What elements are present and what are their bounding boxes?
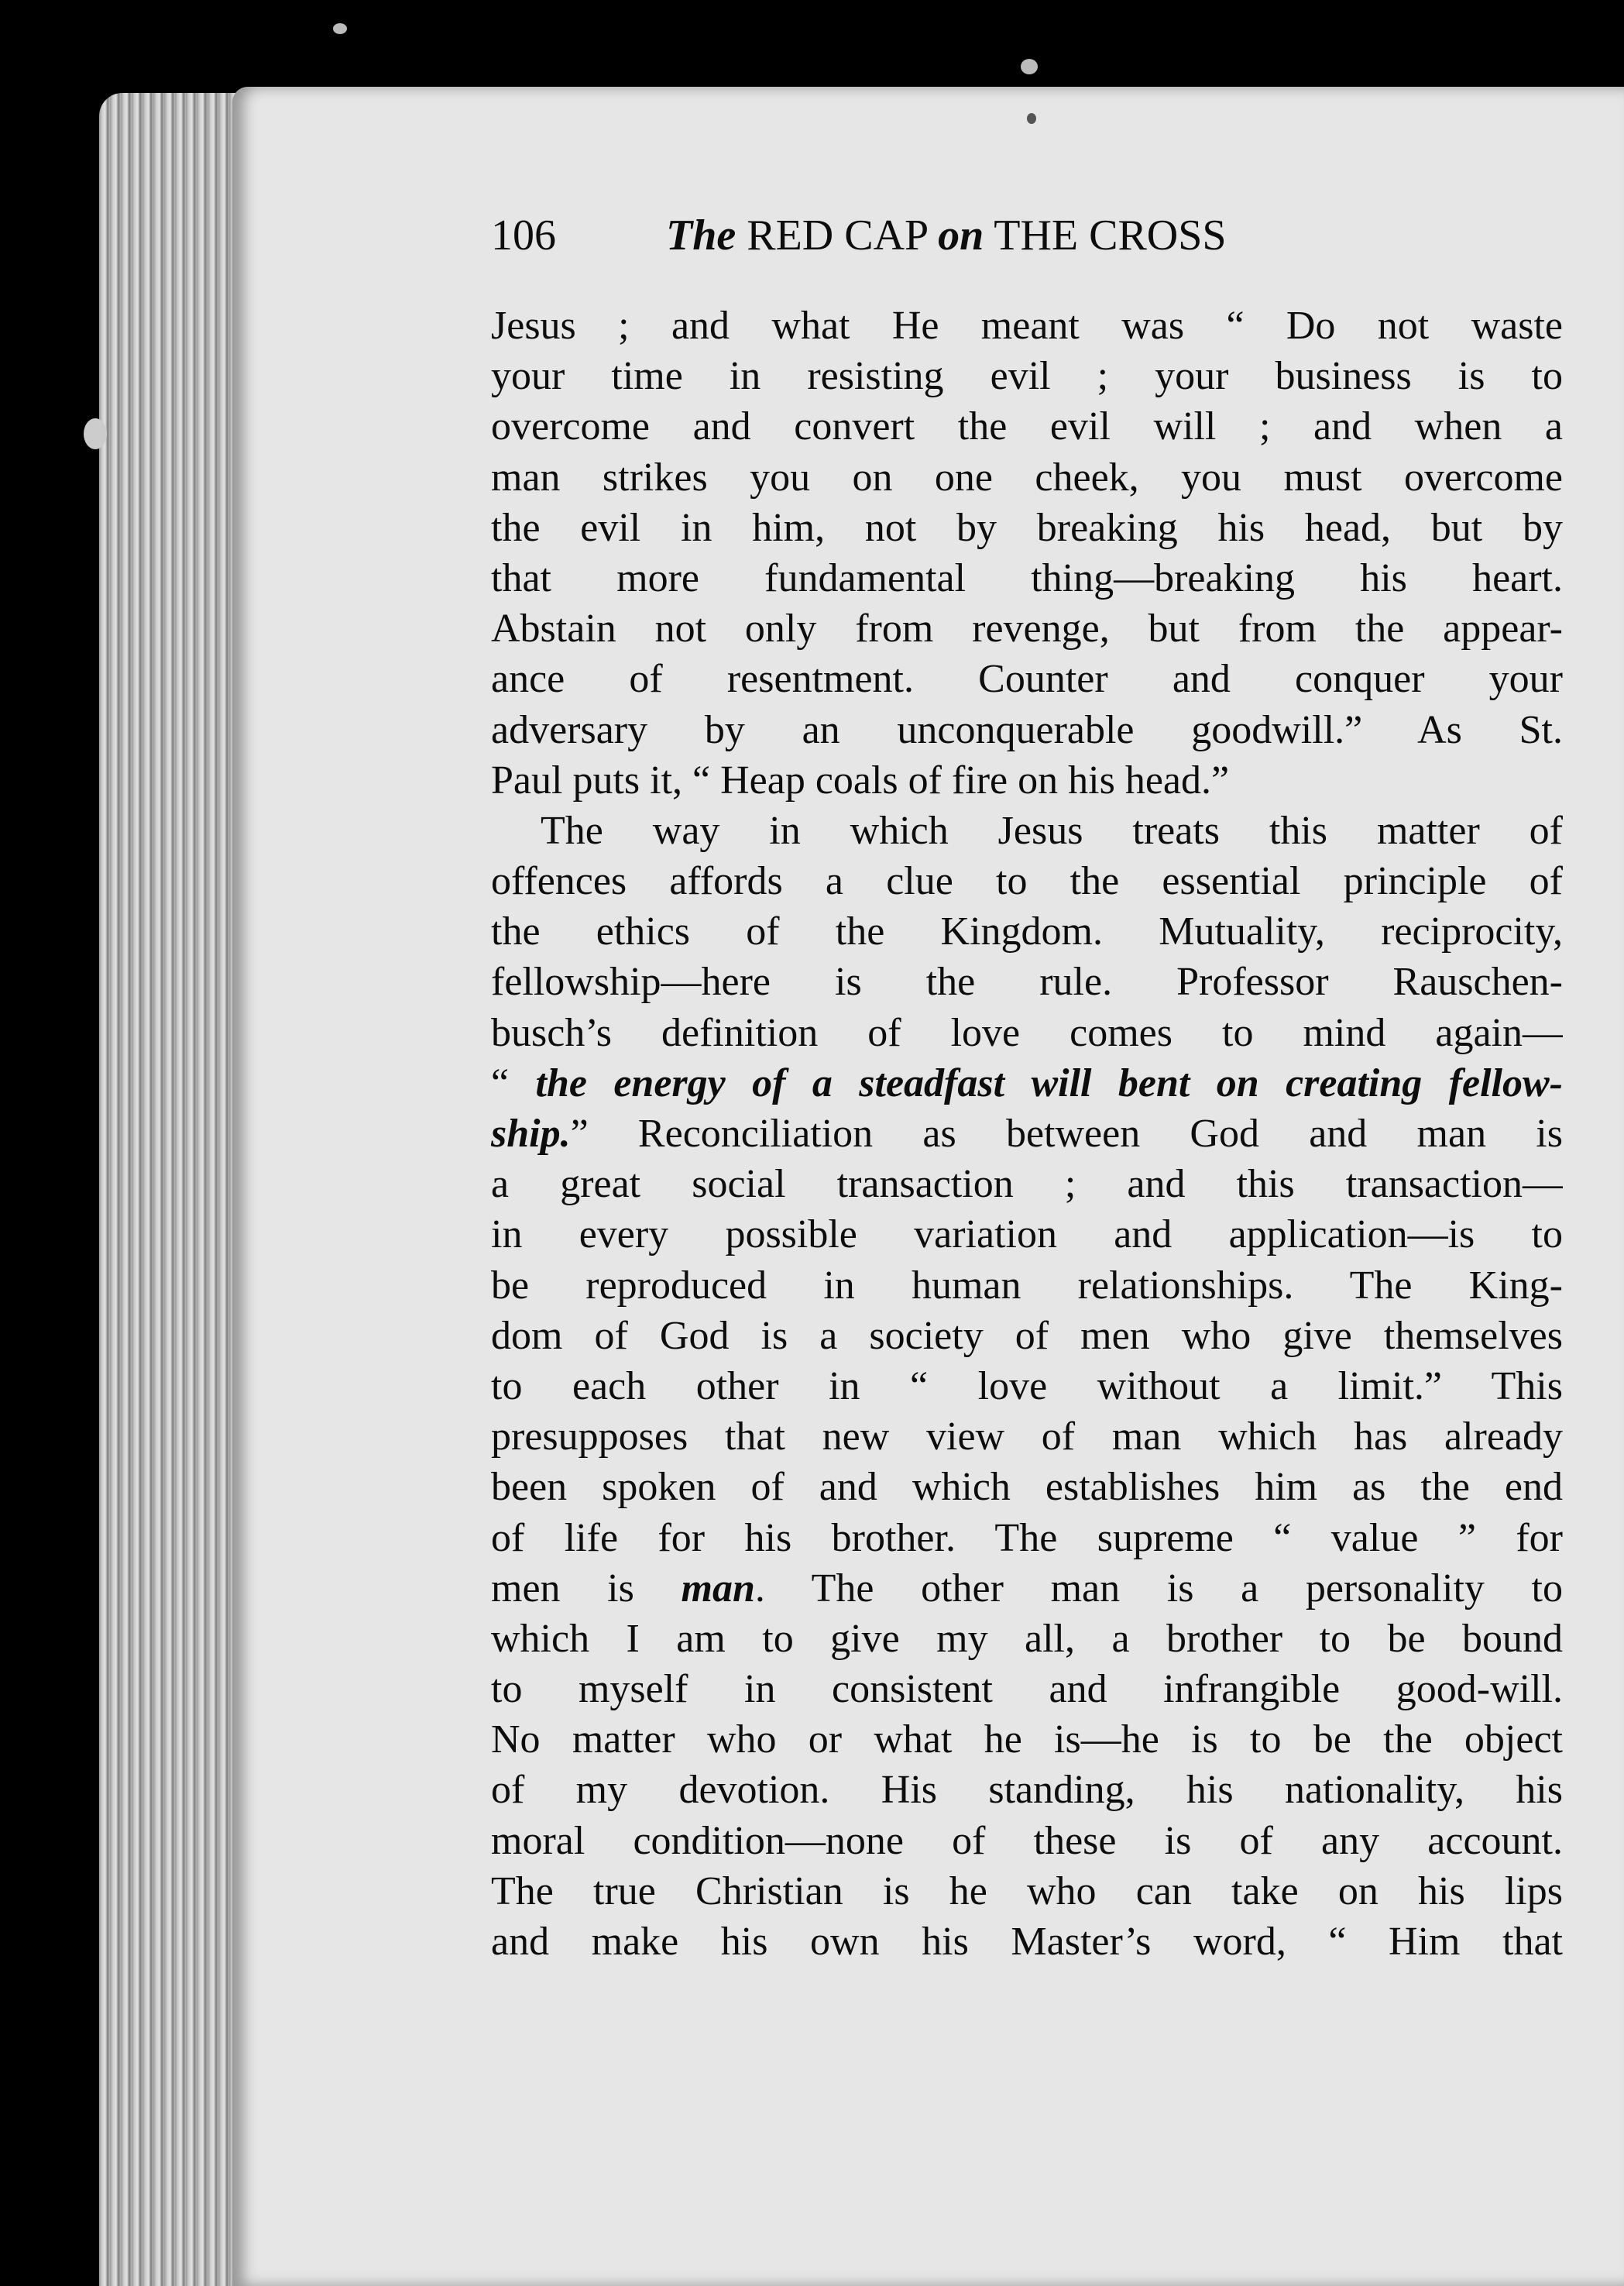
book-page-edges bbox=[99, 93, 246, 2286]
running-title bbox=[666, 211, 1227, 260]
text-line: adversary by an unconquerable goodwill.” As St. bbox=[491, 707, 1563, 752]
italic-quote: the energy of a steadfast will bent on creating fellow- bbox=[535, 1060, 1563, 1105]
title-on: on bbox=[938, 211, 984, 260]
text-line: Paul puts it, “ Heap coals of fire on his head.” bbox=[491, 758, 1230, 803]
dust-speck bbox=[1027, 113, 1036, 124]
text-line: Abstain not only from revenge, but from the appear- bbox=[491, 607, 1563, 651]
text-line: No matter who or what he is—he is to be the object bbox=[491, 1717, 1563, 1762]
dust-speck bbox=[84, 418, 107, 449]
running-header bbox=[491, 211, 1374, 273]
paragraph-start-line: The way in which Jesus treats this matter of bbox=[541, 808, 1563, 853]
text-line: to myself in consistent and infrangible good-will. bbox=[491, 1667, 1563, 1712]
text-line: men is man. The other man is a personality to bbox=[491, 1566, 1563, 1611]
text-line: of my devotion. His standing, his nationality, his bbox=[491, 1768, 1563, 1813]
page-number: 106 bbox=[491, 211, 556, 260]
dust-speck bbox=[333, 23, 347, 34]
text-line: been spoken of and which establishes him as the end bbox=[491, 1465, 1563, 1510]
text-line: fellowship—here is the rule. Professor Rauschen- bbox=[491, 960, 1563, 1005]
title-the: The bbox=[666, 211, 736, 260]
italic-ship: ship. bbox=[491, 1112, 571, 1156]
text-line: to each other in “ love without a limit.” This bbox=[491, 1363, 1563, 1408]
text-line: man strikes you on one cheek, you must overcome bbox=[491, 455, 1563, 500]
text-line: Jesus ; and what He meant was “ Do not waste bbox=[491, 304, 1563, 348]
text-line: be reproduced in human relationships. The King- bbox=[491, 1263, 1563, 1308]
text-line: and make his own his Master’s word, “ Him that bbox=[491, 1920, 1563, 1964]
text-line: a great social transaction ; and this transaction— bbox=[491, 1162, 1563, 1207]
text-line: dom of God is a society of men who give themselves bbox=[491, 1313, 1563, 1358]
text-line: your time in resisting evil ; your business is to bbox=[491, 354, 1563, 399]
text-line: of life for his brother. The supreme “ value ” for bbox=[491, 1515, 1563, 1560]
text-line: the evil in him, not by breaking his head, but by bbox=[491, 505, 1563, 550]
text-line: The true Christian is he who can take on his lips bbox=[491, 1868, 1563, 1913]
text-line: moral condition—none of these is of any account. bbox=[491, 1818, 1563, 1863]
body-text bbox=[491, 301, 1563, 1967]
text-line: presupposes that new view of man which has already bbox=[491, 1415, 1563, 1459]
text-line: the ethics of the Kingdom. Mutuality, reciprocity, bbox=[491, 909, 1563, 954]
text-line: that more fundamental thing—breaking his heart. bbox=[491, 555, 1563, 600]
italic-man: man bbox=[681, 1566, 755, 1611]
text-line: ship.” Reconciliation as between God and man is bbox=[491, 1112, 1563, 1156]
text-line: offences affords a clue to the essential principle of bbox=[491, 859, 1563, 904]
text-line: overcome and convert the evil will ; and when a bbox=[491, 404, 1563, 449]
text-line: in every possible variation and application—is to bbox=[491, 1212, 1563, 1257]
title-cross: THE CROSS bbox=[994, 211, 1227, 260]
text-line: busch’s definition of love comes to mind again— bbox=[491, 1010, 1563, 1055]
dust-speck bbox=[1021, 59, 1038, 74]
text-line: ance of resentment. Counter and conquer your bbox=[491, 657, 1563, 702]
text-line-italic-quote: “ the energy of a steadfast will bent on creating fellow- bbox=[491, 1060, 1563, 1105]
text-line: which I am to give my all, a brother to be bound bbox=[491, 1616, 1563, 1661]
title-redcap: RED CAP bbox=[747, 211, 928, 260]
